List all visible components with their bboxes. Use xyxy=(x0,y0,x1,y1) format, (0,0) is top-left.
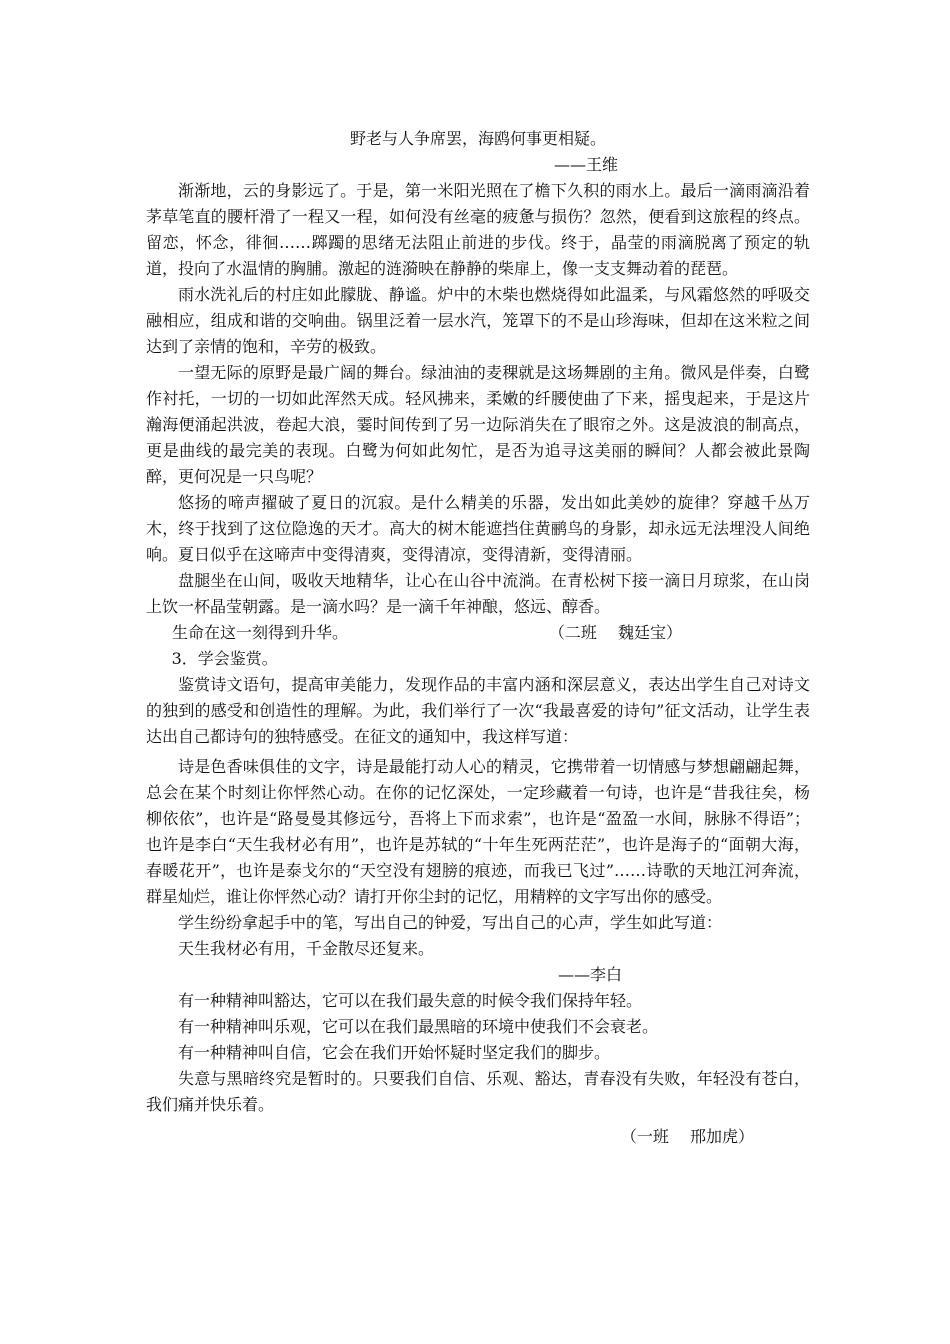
section3-conclusion: 失意与黑暗终究是暂时的。只要我们自信、乐观、豁达，青春没有失败，年轻没有苍白，我们痛并快乐着。 xyxy=(146,1069,810,1114)
section3-intro: 鉴赏诗文语句，提高审美能力，发现作品的丰富内涵和深层意义，表达出学生自己对诗文的独到的感受和创造性的理解。为此，我们举行了一次“我最喜爱的诗句”征文活动，让学生表达出自己都诗句的独特感受。在征文的通知中，我这样写道： xyxy=(146,675,810,746)
poem-line: 野老与人争席罢，海鸥何事更相疑。 xyxy=(349,129,606,148)
essay1-paragraph-5: 盘腿坐在山间，吸收天地精华，让心在山谷中流淌。在青松树下接一滴日月琼浆，在山岗上饮一杯晶莹朝露。是一滴水吗？是一滴千年神酿，悠远、醇香。 xyxy=(146,571,810,616)
essay1-paragraph-1: 渐渐地，云的身影远了。于是，第一米阳光照在了檐下久积的雨水上。最后一滴雨滴沿着茅草笔直的腰杆滑了一程又一程，如何没有丝毫的疲惫与损伤？忽然，便看到这旅程的终点。留恋，怀念，徘徊……踯躅的思绪无法阻止前进的步伐。终于，晶莹的雨滴脱离了预定的轨道，投向了水温情的胸脯。激起的涟漪映在静静的柴扉上，像一支支舞动着的琵琶。 xyxy=(146,181,810,278)
section3-response-intro: 学生纷纷拿起手中的笔，写出自己的钟爱，写出自己的心声，学生如此写道： xyxy=(178,913,723,932)
document-page xyxy=(146,121,810,1150)
essay1-paragraph-3: 一望无际的原野是最广阔的舞台。绿油油的麦稞就是这场舞剧的主角。微风是伴奏，白鹭作衬托，一切的一切如此浑然天成。轻风拂来，柔嫩的纤腰使曲了下来，摇曳起来，于是这片瀚海便涌起洪波，卷起大浪，霎时间传到了另一边际消失在了眼帘之外。这是波浪的制高点，更是曲线的最完美的表现。白鹭为何如此匆忙，是否为追寻这美丽的瞬间？人都会被此景陶醉，更何况是一只鸟呢？ xyxy=(146,363,810,486)
spirit-line-1: 有一种精神叫豁达，它可以在我们最失意的时候令我们保持年轻。 xyxy=(178,991,643,1010)
essay1-closing-row xyxy=(146,620,810,646)
essay1-byline: （二班 魏廷宝） xyxy=(548,623,682,642)
poem-author: ——王维 xyxy=(553,155,618,174)
essay1-paragraph-4: 悠扬的啼声擢破了夏日的沉寂。是什么精美的乐器，发出如此美妙的旋律？穿越千丛万木，终于找到了这位隐逸的天才。高大的树木能遮挡住黄鹂鸟的身影，却永远无法埋没人间绝响。夏日似乎在这啼声中变得清爽，变得清凉，变得清新，变得清丽。 xyxy=(146,493,810,564)
section3-notice: 诗是色香味俱佳的文字，诗是最能打动人心的精灵，它携带着一切情感与梦想翩翩起舞，总会在某个时刻让你怦然心动。在你的记忆深处，一定珍藏着一句诗，也许是“昔我往矣，杨柳依依”，也许是“路曼曼其修远兮，吾将上下而求索”，也许是“盈盈一水间，脉脉不得语”；也许是李白“天生我材必有用”，也许是苏轼的“十年生死两茫茫”，也许是海子的“面朝大海，春暖花开”，也许是泰戈尔的“天空没有翅膀的痕迹，而我已飞过”……诗歌的天地江河奔流，群星灿烂，谁让你怦然心动？请打开你尘封的记忆，用精粹的文字写出你的感受。 xyxy=(146,757,810,906)
spirit-line-3: 有一种精神叫自信，它会在我们开始怀疑时坚定我们的脚步。 xyxy=(178,1043,611,1062)
quote-author: ——李白 xyxy=(557,965,622,984)
section3-heading: 3．学会鉴赏。 xyxy=(171,649,278,668)
section3-byline: （一班 邢加虎） xyxy=(620,1127,754,1146)
essay1-paragraph-2: 雨水洗礼后的村庄如此朦胧、静谧。炉中的木柴也燃烧得如此温柔，与风霜悠然的呼吸交融相应，组成和谐的交响曲。锅里泛着一层水汽，笼罩下的不是山珍海味，但却在这米粒之间达到了亲情的饱和，辛劳的极致。 xyxy=(146,285,810,356)
essay1-closing: 生命在这一刻得到升华。 xyxy=(172,623,349,642)
spirit-line-2: 有一种精神叫乐观，它可以在我们最黑暗的环境中使我们不会衰老。 xyxy=(178,1017,659,1036)
quote-line: 天生我材必有用，千金散尽还复来。 xyxy=(178,939,435,958)
